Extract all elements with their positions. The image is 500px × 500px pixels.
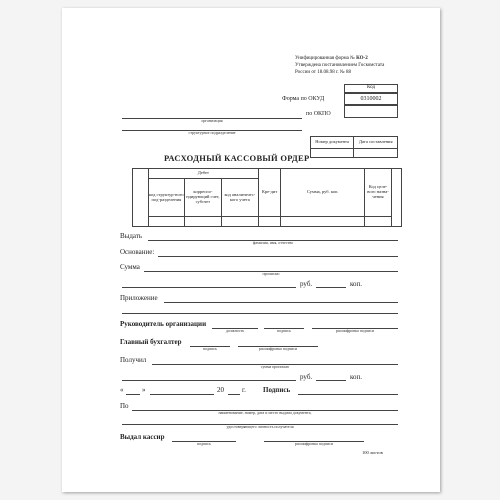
- attachment-line[interactable]: [164, 302, 398, 303]
- head-decoding-caption: расшифровка подписи: [335, 328, 375, 333]
- date-month-line[interactable]: [150, 394, 214, 395]
- rub-label: руб.: [300, 280, 313, 288]
- cashier-label: Выдал кассир: [120, 433, 165, 441]
- accountant-signature-caption: подпись: [203, 346, 217, 351]
- cashier-signature-caption: подпись: [197, 441, 211, 446]
- received-rub-label: руб.: [300, 373, 313, 381]
- form-number: КО-2: [356, 56, 368, 61]
- form-header-prefix: Унифицированная форма №: [295, 56, 355, 61]
- okpo-cell: [344, 105, 398, 118]
- form-header-line3: России от 18.08.98 г. № 88: [295, 70, 351, 75]
- amount-caption: прописью: [262, 271, 280, 276]
- received-line-2[interactable]: [122, 380, 296, 381]
- head-signature-caption: подпись: [277, 328, 291, 333]
- code-label: Код: [367, 85, 375, 90]
- subdivision-code-cell[interactable]: [148, 217, 184, 227]
- doc-info-table: [310, 136, 398, 158]
- signature-label: Подпись: [263, 386, 291, 394]
- year-prefix: 20: [217, 386, 224, 394]
- year-line[interactable]: [228, 394, 240, 395]
- amount-label: Сумма: [120, 263, 140, 271]
- issue-label: Выдать: [120, 232, 143, 240]
- kop-label: коп.: [350, 280, 363, 288]
- table-blank-column: [133, 169, 149, 227]
- accountant-label: Главный бухгалтер: [120, 338, 182, 346]
- basis-line[interactable]: [158, 256, 398, 257]
- okud-label: Форма по ОКУД: [282, 96, 325, 102]
- organization-caption: организация: [201, 118, 223, 123]
- okud-value: 0310002: [360, 96, 382, 102]
- amount-header: Сумма, руб. коп.: [281, 169, 365, 217]
- doc-date-cell[interactable]: [354, 149, 398, 158]
- sheet-count-note: 100 листов: [362, 450, 383, 455]
- date-day-line[interactable]: [126, 394, 140, 395]
- identity-caption: удостоверяющего личность получателя: [226, 424, 294, 429]
- kop-line[interactable]: [316, 287, 346, 288]
- amount-line-2[interactable]: [122, 287, 296, 288]
- debit-header: Дебет: [148, 169, 259, 179]
- doc-number-header: Номер документа: [311, 137, 354, 149]
- by-label: По: [120, 402, 129, 410]
- credit-cell[interactable]: [259, 217, 281, 227]
- subdivision-caption: структурное подразделение: [188, 130, 236, 135]
- analytical-code-cell[interactable]: [221, 217, 259, 227]
- head-label: Руководитель организации: [120, 320, 207, 328]
- year-suffix: г.: [242, 386, 246, 394]
- credit-header: Кре-дит: [259, 169, 281, 217]
- form-header-line2: Утверждена постановлением Госкомстата: [295, 63, 385, 68]
- attachment-line-2[interactable]: [122, 313, 398, 314]
- accountant-decoding-caption: расшифровка подписи: [258, 346, 298, 351]
- received-caption: сумма прописью: [260, 364, 290, 369]
- subdivision-code-header: код структур-ного под-разделения: [148, 179, 184, 217]
- cashier-decoding-caption: расшифровка подписи: [294, 441, 334, 446]
- received-kop-label: коп.: [350, 373, 363, 381]
- accounting-table: [132, 168, 402, 227]
- doc-date-header: Дата составления: [354, 137, 398, 149]
- basis-label: Основание:: [120, 248, 155, 256]
- document-caption: наименование, номер, дата и место выдачи документа,: [218, 410, 312, 415]
- received-label: Получил: [120, 356, 147, 364]
- okpo-label: по ОКПО: [306, 111, 331, 117]
- issue-caption: фамилия, имя, отчество: [252, 240, 294, 245]
- received-kop-line[interactable]: [316, 380, 346, 381]
- attachment-label: Приложение: [120, 294, 158, 302]
- amount-cell[interactable]: [281, 217, 365, 227]
- date-close-quote: »: [142, 386, 146, 394]
- doc-number-cell[interactable]: [311, 149, 354, 158]
- purpose-code-cell[interactable]: [365, 217, 391, 227]
- purpose-code-header: Код целе-вого назна-чения: [365, 169, 391, 217]
- table-blank-end-column: [391, 169, 401, 227]
- analytical-code-header: код аналитичес-кого учета: [221, 179, 259, 217]
- form-header-line1: [295, 56, 368, 62]
- form-sheet: [62, 8, 440, 492]
- signature-line[interactable]: [298, 394, 398, 395]
- corr-account-cell[interactable]: [185, 217, 221, 227]
- corr-account-header: корреспо-ндирующий счет, субсчет: [185, 179, 221, 217]
- head-position-caption: должность: [225, 328, 245, 333]
- page-title: РАСХОДНЫЙ КАССОВЫЙ ОРДЕР: [164, 153, 310, 163]
- date-open-quote: «: [120, 386, 124, 394]
